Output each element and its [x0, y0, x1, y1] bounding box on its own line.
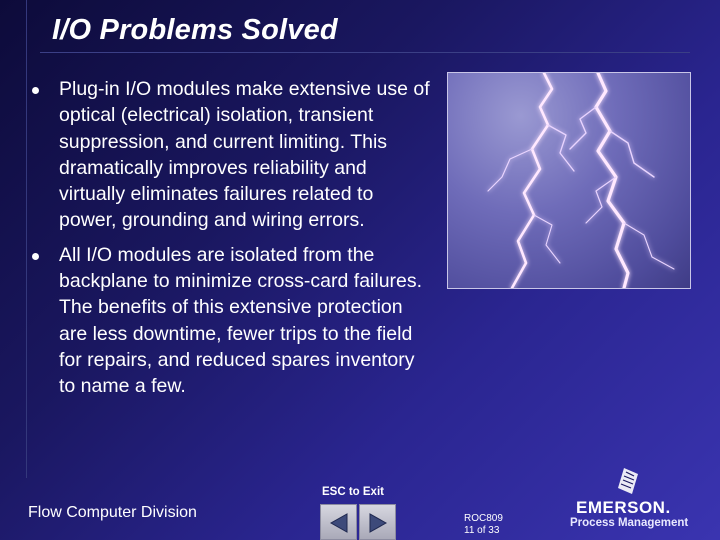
left-triangle-icon	[328, 512, 350, 534]
brand-name: EMERSON.	[576, 498, 671, 517]
bullet-dot-icon	[32, 253, 39, 260]
previous-slide-button[interactable]	[320, 504, 357, 540]
brand-subtitle: Process Management	[570, 517, 689, 529]
esc-to-exit-label: ESC to Exit	[322, 486, 384, 498]
emerson-globe-icon	[570, 464, 690, 498]
emerson-logo	[570, 464, 690, 536]
bullet-list	[30, 76, 430, 408]
page-of: 11 of 33	[464, 525, 500, 536]
doc-code: ROC809	[464, 513, 503, 524]
slide-navigation	[320, 504, 396, 540]
next-slide-button[interactable]	[359, 504, 396, 540]
bullet-text: Plug-in I/O modules make extensive use of optical (electrical) isolation, transient suppression, and current limiting. This dramatically improves reliability and virtually eliminates failures related to power, grounding and wiring errors.	[59, 78, 430, 232]
bullet-text: All I/O modules are isolated from the backplane to minimize cross-card failures. The benefits of this extensive protection are less downtime, fewer trips to the field for repairs, and reduced spares inventory to name a few.	[59, 243, 423, 398]
slide-counter	[464, 513, 503, 537]
title-divider-line	[40, 52, 690, 53]
lightning-image	[447, 72, 691, 289]
bullet-item	[30, 76, 430, 234]
division-label: Flow Computer Division	[28, 504, 197, 521]
left-divider-line	[26, 0, 27, 478]
slide-title: I/O Problems Solved	[52, 14, 338, 46]
right-triangle-icon	[367, 512, 389, 534]
bullet-item	[30, 242, 430, 400]
bullet-dot-icon	[32, 87, 39, 94]
